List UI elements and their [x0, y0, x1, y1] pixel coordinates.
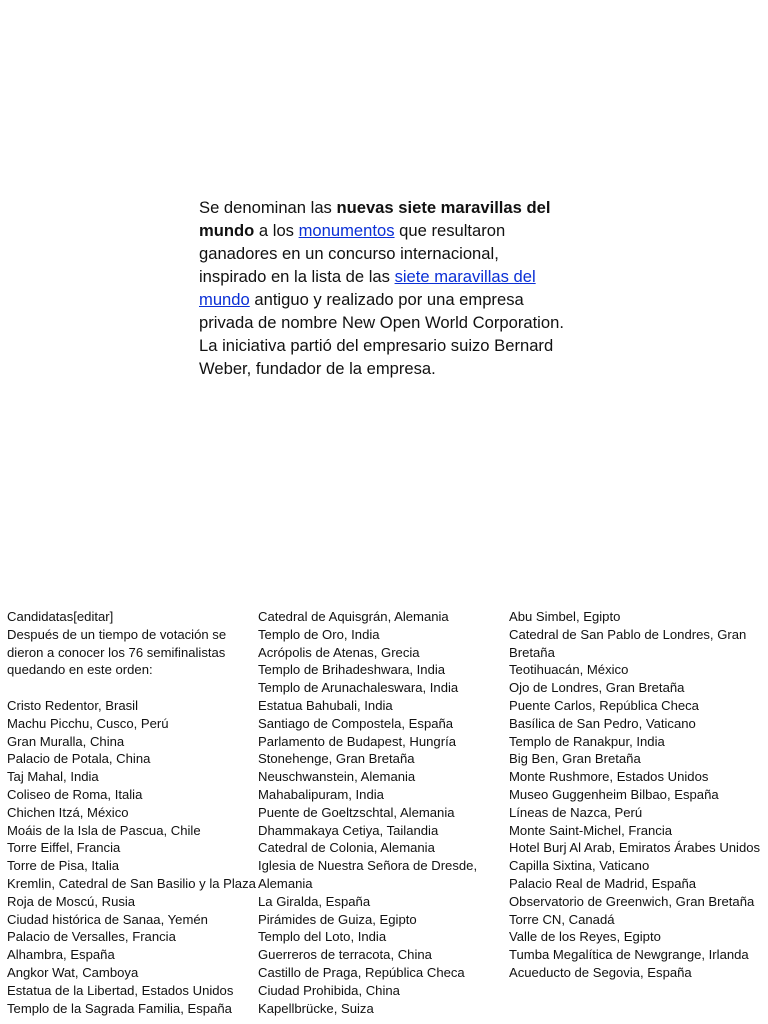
candidate-item: Ciudad Prohibida, China [258, 982, 400, 998]
candidate-item: Templo de la Sagrada Familia, España [7, 1000, 232, 1016]
intro-text-1: Se denominan las [199, 198, 337, 217]
candidate-item: Kapellbrücke, Suiza [258, 1000, 374, 1016]
candidate-item: Estatua Bahubali, India [258, 697, 393, 713]
siete-maravillas-link[interactable]: siete maravillas del mundo [199, 267, 536, 309]
candidate-item: Templo de Arunachaleswara, India [258, 680, 459, 696]
candidates-column-2 [258, 608, 508, 1017]
candidate-item: Chichen Itzá, México [7, 804, 129, 820]
intro-text-4: antiguo y realizado por una empresa privada de nombre New Open World Corporation. La iniciativa partió del empresario suizo Bernard Weber, fundador de la empresa. [199, 290, 564, 378]
candidate-item: Catedral de Aquisgrán, Alemania [258, 609, 449, 624]
candidate-item: Puente de Goeltzschtal, Alemania [258, 804, 455, 820]
candidate-item: Palacio de Potala, China [7, 751, 151, 767]
candidate-item: Kremlin, Catedral de San Basilio y la Plaza Roja de Moscú, Rusia [7, 875, 256, 909]
candidate-item: Iglesia de Nuestra Señora de Dresde, Alemania [258, 858, 478, 891]
candidate-item: Cristo Redentor, Brasil [7, 697, 138, 713]
candidate-item: Parlamento de Budapest, Hungría [258, 733, 456, 749]
candidate-item: Monte Saint-Michel, Francia [509, 822, 673, 838]
candidate-item: Santiago de Compostela, España [258, 715, 454, 731]
candidate-item: Templo de Oro, India [258, 626, 380, 642]
candidate-item: Taj Mahal, India [7, 769, 99, 785]
candidate-item: Torre Eiffel, Francia [7, 840, 121, 856]
candidate-item: Torre de Pisa, Italia [7, 858, 120, 874]
candidate-item: Hotel Burj Al Arab, Emiratos Árabes Unidos [509, 840, 761, 856]
candidate-item: Mahabalipuram, India [258, 786, 384, 802]
candidate-item: La Giralda, España [258, 893, 371, 909]
spacer [7, 679, 259, 697]
candidates-description: Después de un tiempo de votación se dieron a conocer los 76 semifinalistas quedando en este orden: [7, 626, 227, 678]
candidate-item: Palacio de Versalles, Francia [7, 929, 176, 945]
candidate-item: Gran Muralla, China [7, 733, 125, 749]
candidate-item: Templo de Ranakpur, India [509, 733, 665, 749]
candidate-item: Alhambra, España [7, 947, 115, 963]
candidate-item: Moáis de la Isla de Pascua, Chile [7, 822, 201, 838]
intro-text-2: a los [254, 221, 299, 240]
candidate-item: Coliseo de Roma, Italia [7, 786, 143, 802]
candidate-item: Estatua de la Libertad, Estados Unidos [7, 982, 234, 998]
intro-bold-term: nuevas siete maravillas del mundo [199, 198, 551, 240]
candidate-item: Abu Simbel, Egipto [509, 609, 621, 624]
candidate-item: Dhammakaya Cetiya, Tailandia [258, 822, 439, 838]
candidate-item: Catedral de Colonia, Alemania [258, 840, 435, 856]
candidate-item: Tumba Megalítica de Newgrange, Irlanda [509, 947, 749, 963]
candidate-item: Acrópolis de Atenas, Grecia [258, 644, 420, 660]
candidates-column-3 [509, 608, 761, 982]
candidate-item: Guerreros de terracota, China [258, 947, 432, 963]
candidates-column-1 [7, 608, 259, 1017]
monumentos-link[interactable]: monumentos [298, 221, 395, 240]
candidate-item: Ciudad histórica de Sanaa, Yemén [7, 911, 208, 927]
candidate-item: Big Ben, Gran Bretaña [509, 751, 641, 767]
intro-paragraph [199, 196, 569, 380]
candidate-item: Capilla Sixtina, Vaticano [509, 858, 650, 874]
candidate-item: Torre CN, Canadá [509, 911, 615, 927]
candidate-item: Castillo de Praga, República Checa [258, 964, 465, 980]
candidate-item: Teotihuacán, México [509, 662, 629, 678]
candidate-item: Valle de los Reyes, Egipto [509, 929, 661, 945]
candidate-item: Neuschwanstein, Alemania [258, 769, 416, 785]
candidate-item: Palacio Real de Madrid, España [509, 875, 697, 891]
candidate-item: Catedral de San Pablo de Londres, Gran Bretaña [509, 626, 747, 660]
candidate-item: Líneas de Nazca, Perú [509, 804, 643, 820]
candidate-item: Observatorio de Greenwich, Gran Bretaña [509, 893, 755, 909]
candidate-item: Basílica de San Pedro, Vaticano [509, 715, 696, 731]
candidate-item: Templo de Brihadeshwara, India [258, 662, 446, 678]
candidate-item: Museo Guggenheim Bilbao, España [509, 786, 719, 802]
candidate-item: Monte Rushmore, Estados Unidos [509, 769, 709, 785]
candidate-item: Machu Picchu, Cusco, Perú [7, 715, 169, 731]
candidate-item: Stonehenge, Gran Bretaña [258, 751, 415, 767]
candidates-heading: Candidatas[editar] [7, 609, 114, 624]
intro-text-3: que resultaron ganadores en un concurso internacional, inspirado en la lista de las [199, 221, 506, 286]
candidate-item: Ojo de Londres, Gran Bretaña [509, 680, 685, 696]
candidate-item: Pirámides de Guiza, Egipto [258, 911, 417, 927]
candidate-item: Puente Carlos, República Checa [509, 697, 699, 713]
candidate-item: Acueducto de Segovia, España [509, 964, 692, 980]
candidate-item: Templo del Loto, India [258, 929, 387, 945]
candidate-item: Angkor Wat, Camboya [7, 964, 139, 980]
